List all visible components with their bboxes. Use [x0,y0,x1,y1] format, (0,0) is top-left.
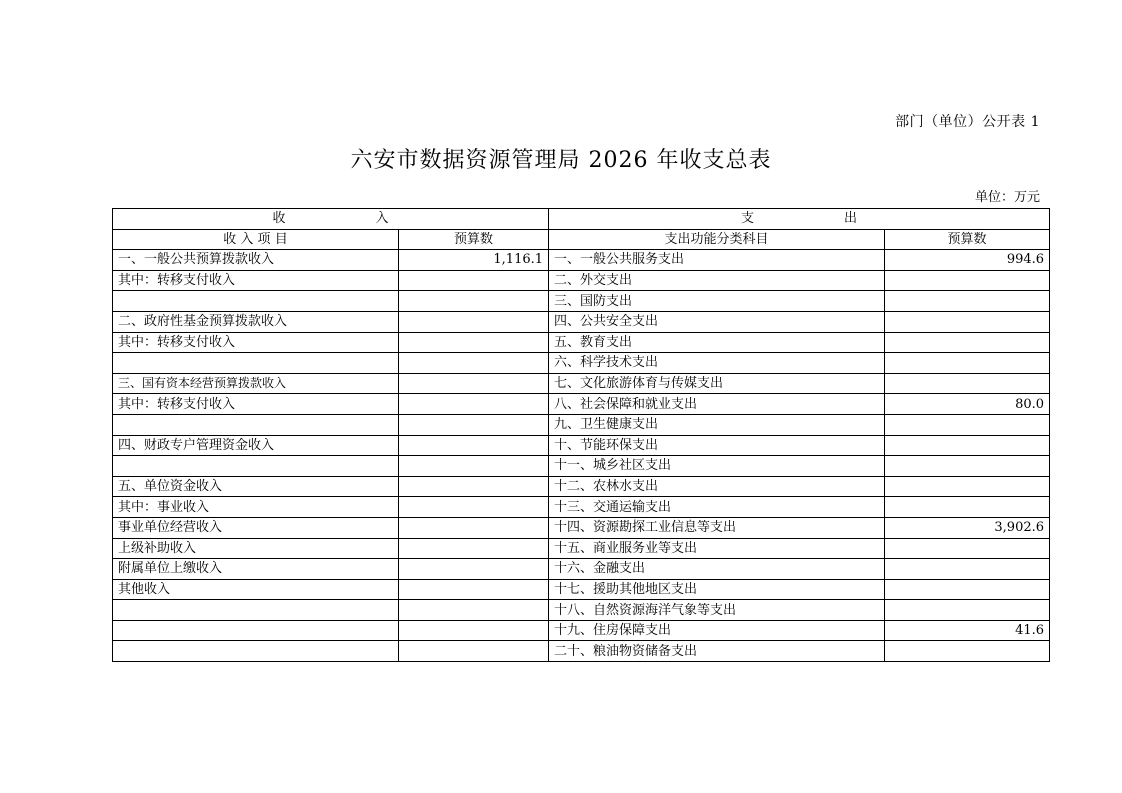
income-item-cell [113,600,399,621]
income-item-cell: 其中：事业收入 [113,497,399,518]
expense-item-cell: 十五、商业服务业等支出 [549,538,885,559]
income-item-cell: 其他收入 [113,579,399,600]
income-value-cell [399,291,549,312]
table-row [113,353,1050,374]
table-row [113,270,1050,291]
table-row [113,414,1050,435]
expense-value-cell: 994.6 [885,250,1050,271]
income-item-header: 收 入 项 目 [113,229,399,250]
table-row [113,394,1050,415]
income-value-cell [399,476,549,497]
income-value-cell [399,394,549,415]
income-item-cell [113,291,399,312]
expense-value-cell [885,414,1050,435]
income-value-cell [399,332,549,353]
income-item-cell: 四、财政专户管理资金收入 [113,435,399,456]
income-expense-summary-table [112,208,1050,662]
table-row [113,476,1050,497]
table-row [113,579,1050,600]
page-title: 六安市数据资源管理局 2026 年收支总表 [350,148,772,173]
expense-item-cell: 十六、金融支出 [549,559,885,580]
expense-section-header: 支出 [549,209,1050,230]
income-item-cell: 其中：转移支付收入 [113,394,399,415]
income-value-cell [399,600,549,621]
table-row [113,250,1050,271]
income-item-cell [113,353,399,374]
income-value-cell [399,620,549,641]
expense-value-cell [885,291,1050,312]
income-value-cell [399,414,549,435]
income-value-cell [399,435,549,456]
income-budget-header: 预算数 [399,229,549,250]
table-row [113,559,1050,580]
expense-item-cell: 二、外交支出 [549,270,885,291]
expense-value-cell [885,373,1050,394]
income-item-cell: 一、一般公共预算拨款收入 [113,250,399,271]
expense-item-cell: 五、教育支出 [549,332,885,353]
expense-value-cell [885,456,1050,477]
expense-item-cell: 三、国防支出 [549,291,885,312]
expense-item-cell: 十七、援助其他地区支出 [549,579,885,600]
income-value-cell [399,538,549,559]
expense-value-cell [885,641,1050,662]
expense-value-cell [885,270,1050,291]
expense-value-cell [885,600,1050,621]
income-value-cell [399,456,549,477]
expense-value-cell: 80.0 [885,394,1050,415]
table-row [113,538,1050,559]
expense-value-cell [885,476,1050,497]
expense-item-cell: 十一、城乡社区支出 [549,456,885,477]
table-row [113,291,1050,312]
expense-value-cell [885,559,1050,580]
expense-item-cell: 一、一般公共服务支出 [549,250,885,271]
income-value-cell [399,270,549,291]
income-item-cell: 五、单位资金收入 [113,476,399,497]
table-row [113,456,1050,477]
income-item-cell [113,456,399,477]
expense-item-cell: 十九、住房保障支出 [549,620,885,641]
expense-item-cell: 九、卫生健康支出 [549,414,885,435]
table-row [113,600,1050,621]
income-item-cell [113,414,399,435]
expense-value-cell [885,435,1050,456]
income-value-cell [399,373,549,394]
expense-item-cell: 七、文化旅游体育与传媒支出 [549,373,885,394]
expense-value-cell [885,353,1050,374]
table-row [113,332,1050,353]
expense-item-header: 支出功能分类科目 [549,229,885,250]
income-item-cell: 上级补助收入 [113,538,399,559]
expense-value-cell [885,497,1050,518]
income-item-cell: 其中：转移支付收入 [113,332,399,353]
expense-item-cell: 十八、自然资源海洋气象等支出 [549,600,885,621]
expense-value-cell [885,579,1050,600]
expense-value-cell [885,332,1050,353]
expense-budget-header: 预算数 [885,229,1050,250]
table-number-label: 部门（单位）公开表 1 [895,114,1040,130]
table-row [113,435,1050,456]
income-item-cell: 附属单位上缴收入 [113,559,399,580]
income-value-cell [399,497,549,518]
table-row [113,517,1050,538]
income-value-cell: 1,116.1 [399,250,549,271]
income-item-cell: 三、国有资本经营预算拨款收入 [113,373,399,394]
column-header-row [113,229,1050,250]
income-value-cell [399,579,549,600]
section-header-row [113,209,1050,230]
expense-item-cell: 十二、农林水支出 [549,476,885,497]
expense-item-cell: 二十、粮油物资储备支出 [549,641,885,662]
table-row [113,641,1050,662]
income-item-cell: 其中：转移支付收入 [113,270,399,291]
expense-value-cell [885,311,1050,332]
expense-item-cell: 六、科学技术支出 [549,353,885,374]
expense-item-cell: 四、公共安全支出 [549,311,885,332]
income-value-cell [399,641,549,662]
unit-label: 单位：万元 [974,190,1040,205]
expense-item-cell: 十三、交通运输支出 [549,497,885,518]
income-item-cell: 事业单位经营收入 [113,517,399,538]
income-value-cell [399,559,549,580]
expense-value-cell: 41.6 [885,620,1050,641]
expense-value-cell [885,538,1050,559]
income-value-cell [399,311,549,332]
income-value-cell [399,517,549,538]
expense-item-cell: 十四、资源勘探工业信息等支出 [549,517,885,538]
income-item-cell [113,641,399,662]
income-item-cell: 二、政府性基金预算拨款收入 [113,311,399,332]
expense-item-cell: 八、社会保障和就业支出 [549,394,885,415]
income-section-header: 收入 [113,209,549,230]
table-row [113,620,1050,641]
expense-item-cell: 十、节能环保支出 [549,435,885,456]
table-row [113,497,1050,518]
table-row [113,373,1050,394]
expense-value-cell: 3,902.6 [885,517,1050,538]
income-item-cell [113,620,399,641]
income-value-cell [399,353,549,374]
table-row [113,311,1050,332]
